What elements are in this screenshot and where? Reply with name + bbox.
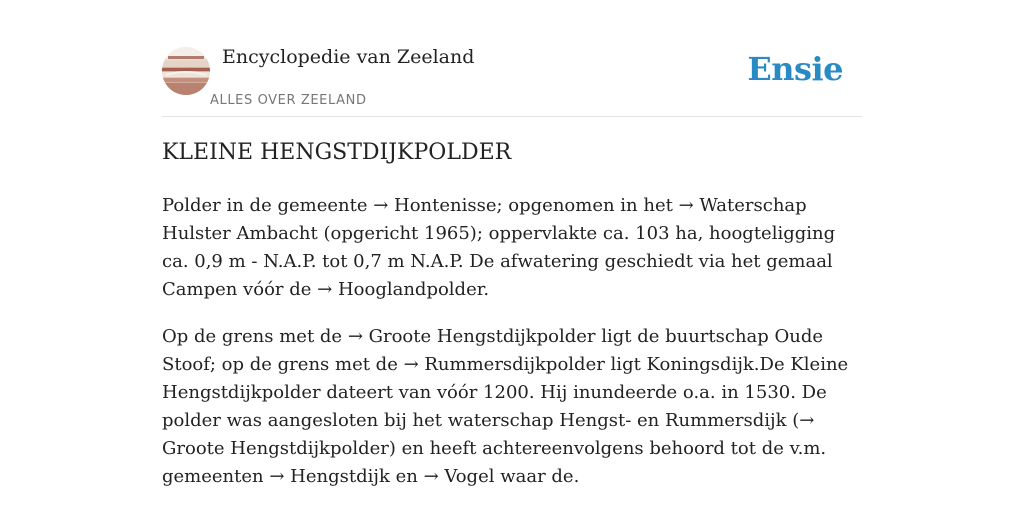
cross-reference-link[interactable]: → Hengstdijk [269,466,390,487]
paragraph-text: (opgericht 1965); oppervlakte ca. 103 ha, hoogteligging ca. 0,9 m - N.A.P. tot 0,7 m N.A.P. De afwatering geschiedt via het gemaal Campen vóór de [162,223,836,300]
paragraph-text: ligt Koningsdijk.De Kleine Hengstdijkpolder dateert van vóór 1200. Hij inundeerde o.a. in 1530. De polder was aangesloten bij het waterschap Hengst- en Rummersdijk ( [162,354,849,431]
cross-reference-link[interactable]: → Waterschap Hulster Ambacht [162,195,807,244]
paragraph-text: Polder in de gemeente [162,195,374,216]
article-title: KLEINE HENGSTDIJKPOLDER [162,140,512,165]
site-tagline: ALLES OVER ZEELAND [210,93,367,108]
book-image-icon [162,47,210,95]
cross-reference-link[interactable]: → Groote Hengstdijkpolder [347,326,596,347]
page-container [162,0,862,487]
cross-reference-link[interactable]: → Hooglandpolder [317,279,484,300]
paragraph-text: en [389,466,424,487]
site-name[interactable]: Encyclopedie van Zeeland [222,46,475,68]
article-paragraph [162,192,864,304]
site-header [162,0,862,117]
cross-reference-link[interactable]: → Groote Hengstdijkpolder [162,410,815,459]
paragraph-text: . [573,466,580,487]
cross-reference-link[interactable]: → Hontenisse [373,195,497,216]
cross-reference-link[interactable]: → Rummersdijkpolder [403,354,605,375]
article-paragraph [162,323,864,491]
paragraph-text: . [483,279,490,300]
paragraph-text: ) en heeft achtereenvolgens behoord tot de v.m. gemeenten [162,438,827,487]
ensie-logo[interactable]: Ensie [747,50,843,88]
paragraph-text: Op de grens met de [162,326,348,347]
site-avatar[interactable] [162,47,210,95]
paragraph-text: ligt de buurtschap Oude Stoof; op de grens met de [162,326,824,375]
article-body [162,192,864,510]
cross-reference-link[interactable]: → Vogel waar de [423,466,574,487]
paragraph-text: ; opgenomen in het [496,195,679,216]
